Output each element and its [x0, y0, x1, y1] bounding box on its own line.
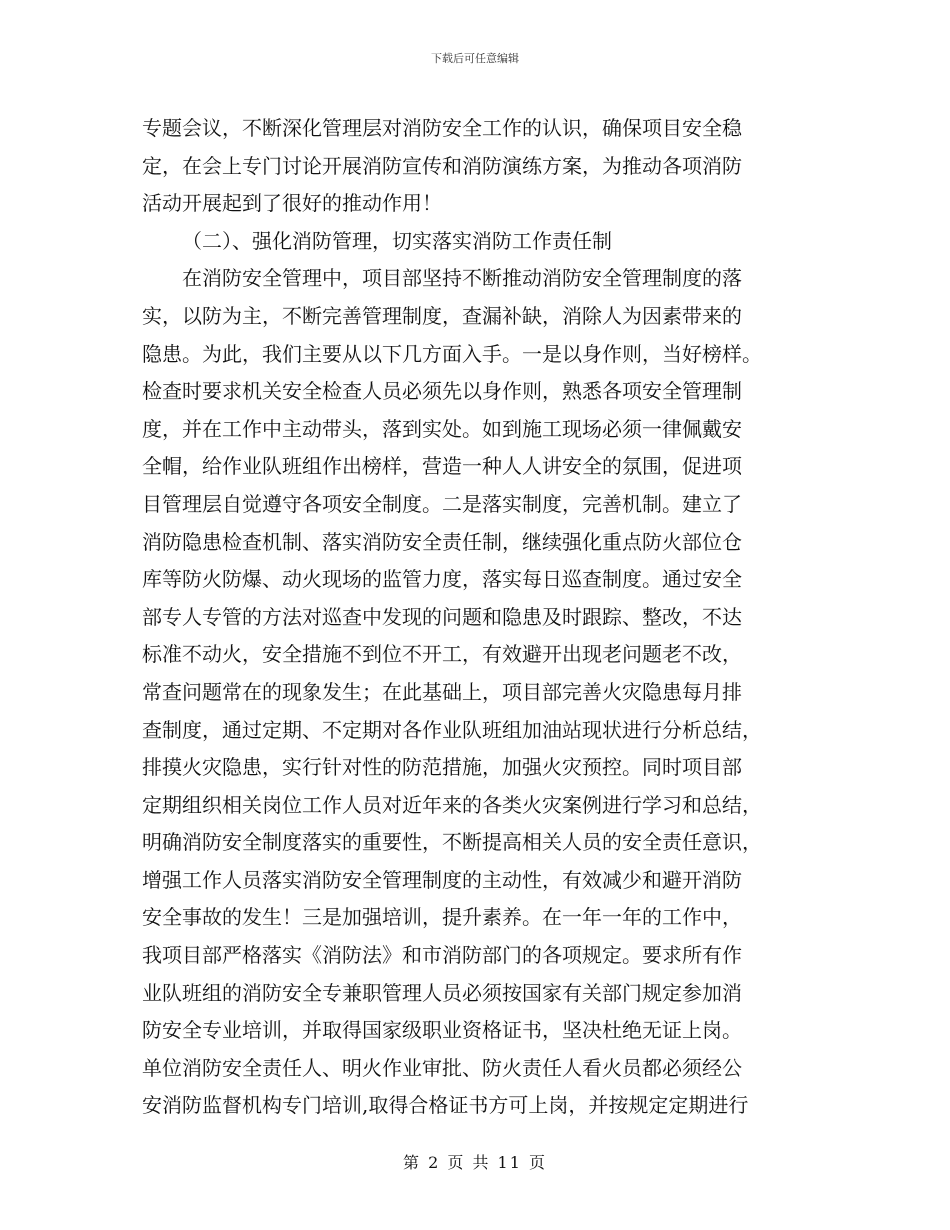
text-line: 目管理层自觉遵守各项安全制度。二是落实制度，完善机制。建立了: [142, 491, 742, 516]
text-line: 查制度，通过定期、不定期对各作业队班组加油站现状进行分析总结，: [142, 717, 762, 742]
text-line: 库等防火防爆、动火现场的监管力度，落实每日巡查制度。通过安全: [142, 567, 742, 592]
page-number: 第 2 页 共 11 页: [403, 1153, 547, 1172]
paragraph-first-line: 在消防安全管理中，项目部坚持不断推动消防安全管理制度的落: [182, 266, 742, 291]
section-heading: （二）、强化消防管理，切实落实消防工作责任制: [182, 228, 612, 253]
text-line: 增强工作人员落实消防安全管理制度的主动性，有效减少和避开消防: [142, 867, 742, 892]
text-line: 安消防监督机构专门培训,取得合格证书方可上岗，并按规定定期进行: [142, 1093, 749, 1118]
text-line: 标准不动火，安全措施不到位不开工，有效避开出现老问题老不改，: [142, 642, 742, 667]
text-line: 隐患。为此，我们主要从以下几方面入手。一是以身作则，当好榜样。: [142, 341, 762, 366]
text-line: 活动开展起到了很好的推动作用！: [142, 191, 442, 216]
text-line: 全帽，给作业队班组作出榜样，营造一种人人讲安全的氛围，促进项: [142, 454, 742, 479]
text-line: 明确消防安全制度落实的重要性，不断提高相关人员的安全责任意识，: [142, 830, 762, 855]
body-text: [142, 110, 814, 1125]
text-line: 单位消防安全责任人、明火作业审批、防火责任人看火员都必须经公: [142, 1055, 742, 1080]
text-line: 专题会议，不断深化管理层对消防安全工作的认识，确保项目安全稳: [142, 116, 742, 140]
text-line: 定，在会上专门讨论开展消防宣传和消防演练方案，为推动各项消防: [142, 153, 742, 178]
text-line: 防安全专业培训，并取得国家级职业资格证书，坚决杜绝无证上岗。: [142, 1018, 742, 1043]
text-line: 我项目部严格落实《消防法》和市消防部门的各项规定。要求所有作: [142, 943, 742, 968]
text-line: 度，并在工作中主动带头，落到实处。如到施工现场必须一律佩戴安: [142, 416, 742, 441]
header-note: 下载后可任意编辑: [431, 52, 519, 65]
text-line: 部专人专管的方法对巡查中发现的问题和隐患及时跟踪、整改，不达: [142, 604, 742, 629]
text-line: 业队班组的消防安全专兼职管理人员必须按国家有关部门规定参加消: [142, 980, 742, 1005]
text-line: 检查时要求机关安全检查人员必须先以身作则，熟悉各项安全管理制: [142, 379, 742, 404]
text-line: 常查问题常在的现象发生；在此基础上，项目部完善火灾隐患每月排: [142, 679, 742, 704]
text-line: 定期组织相关岗位工作人员对近年来的各类火灾案例进行学习和总结，: [142, 792, 762, 817]
text-line: 消防隐患检查机制、落实消防安全责任制，继续强化重点防火部位仓: [142, 529, 742, 554]
text-line: 安全事故的发生！三是加强培训，提升素养。在一年一年的工作中，: [142, 905, 742, 930]
text-line: 排摸火灾隐患，实行针对性的防范措施，加强火灾预控。同时项目部: [142, 755, 742, 780]
text-line: 实，以防为主，不断完善管理制度，查漏补缺，消除人为因素带来的: [142, 303, 742, 328]
